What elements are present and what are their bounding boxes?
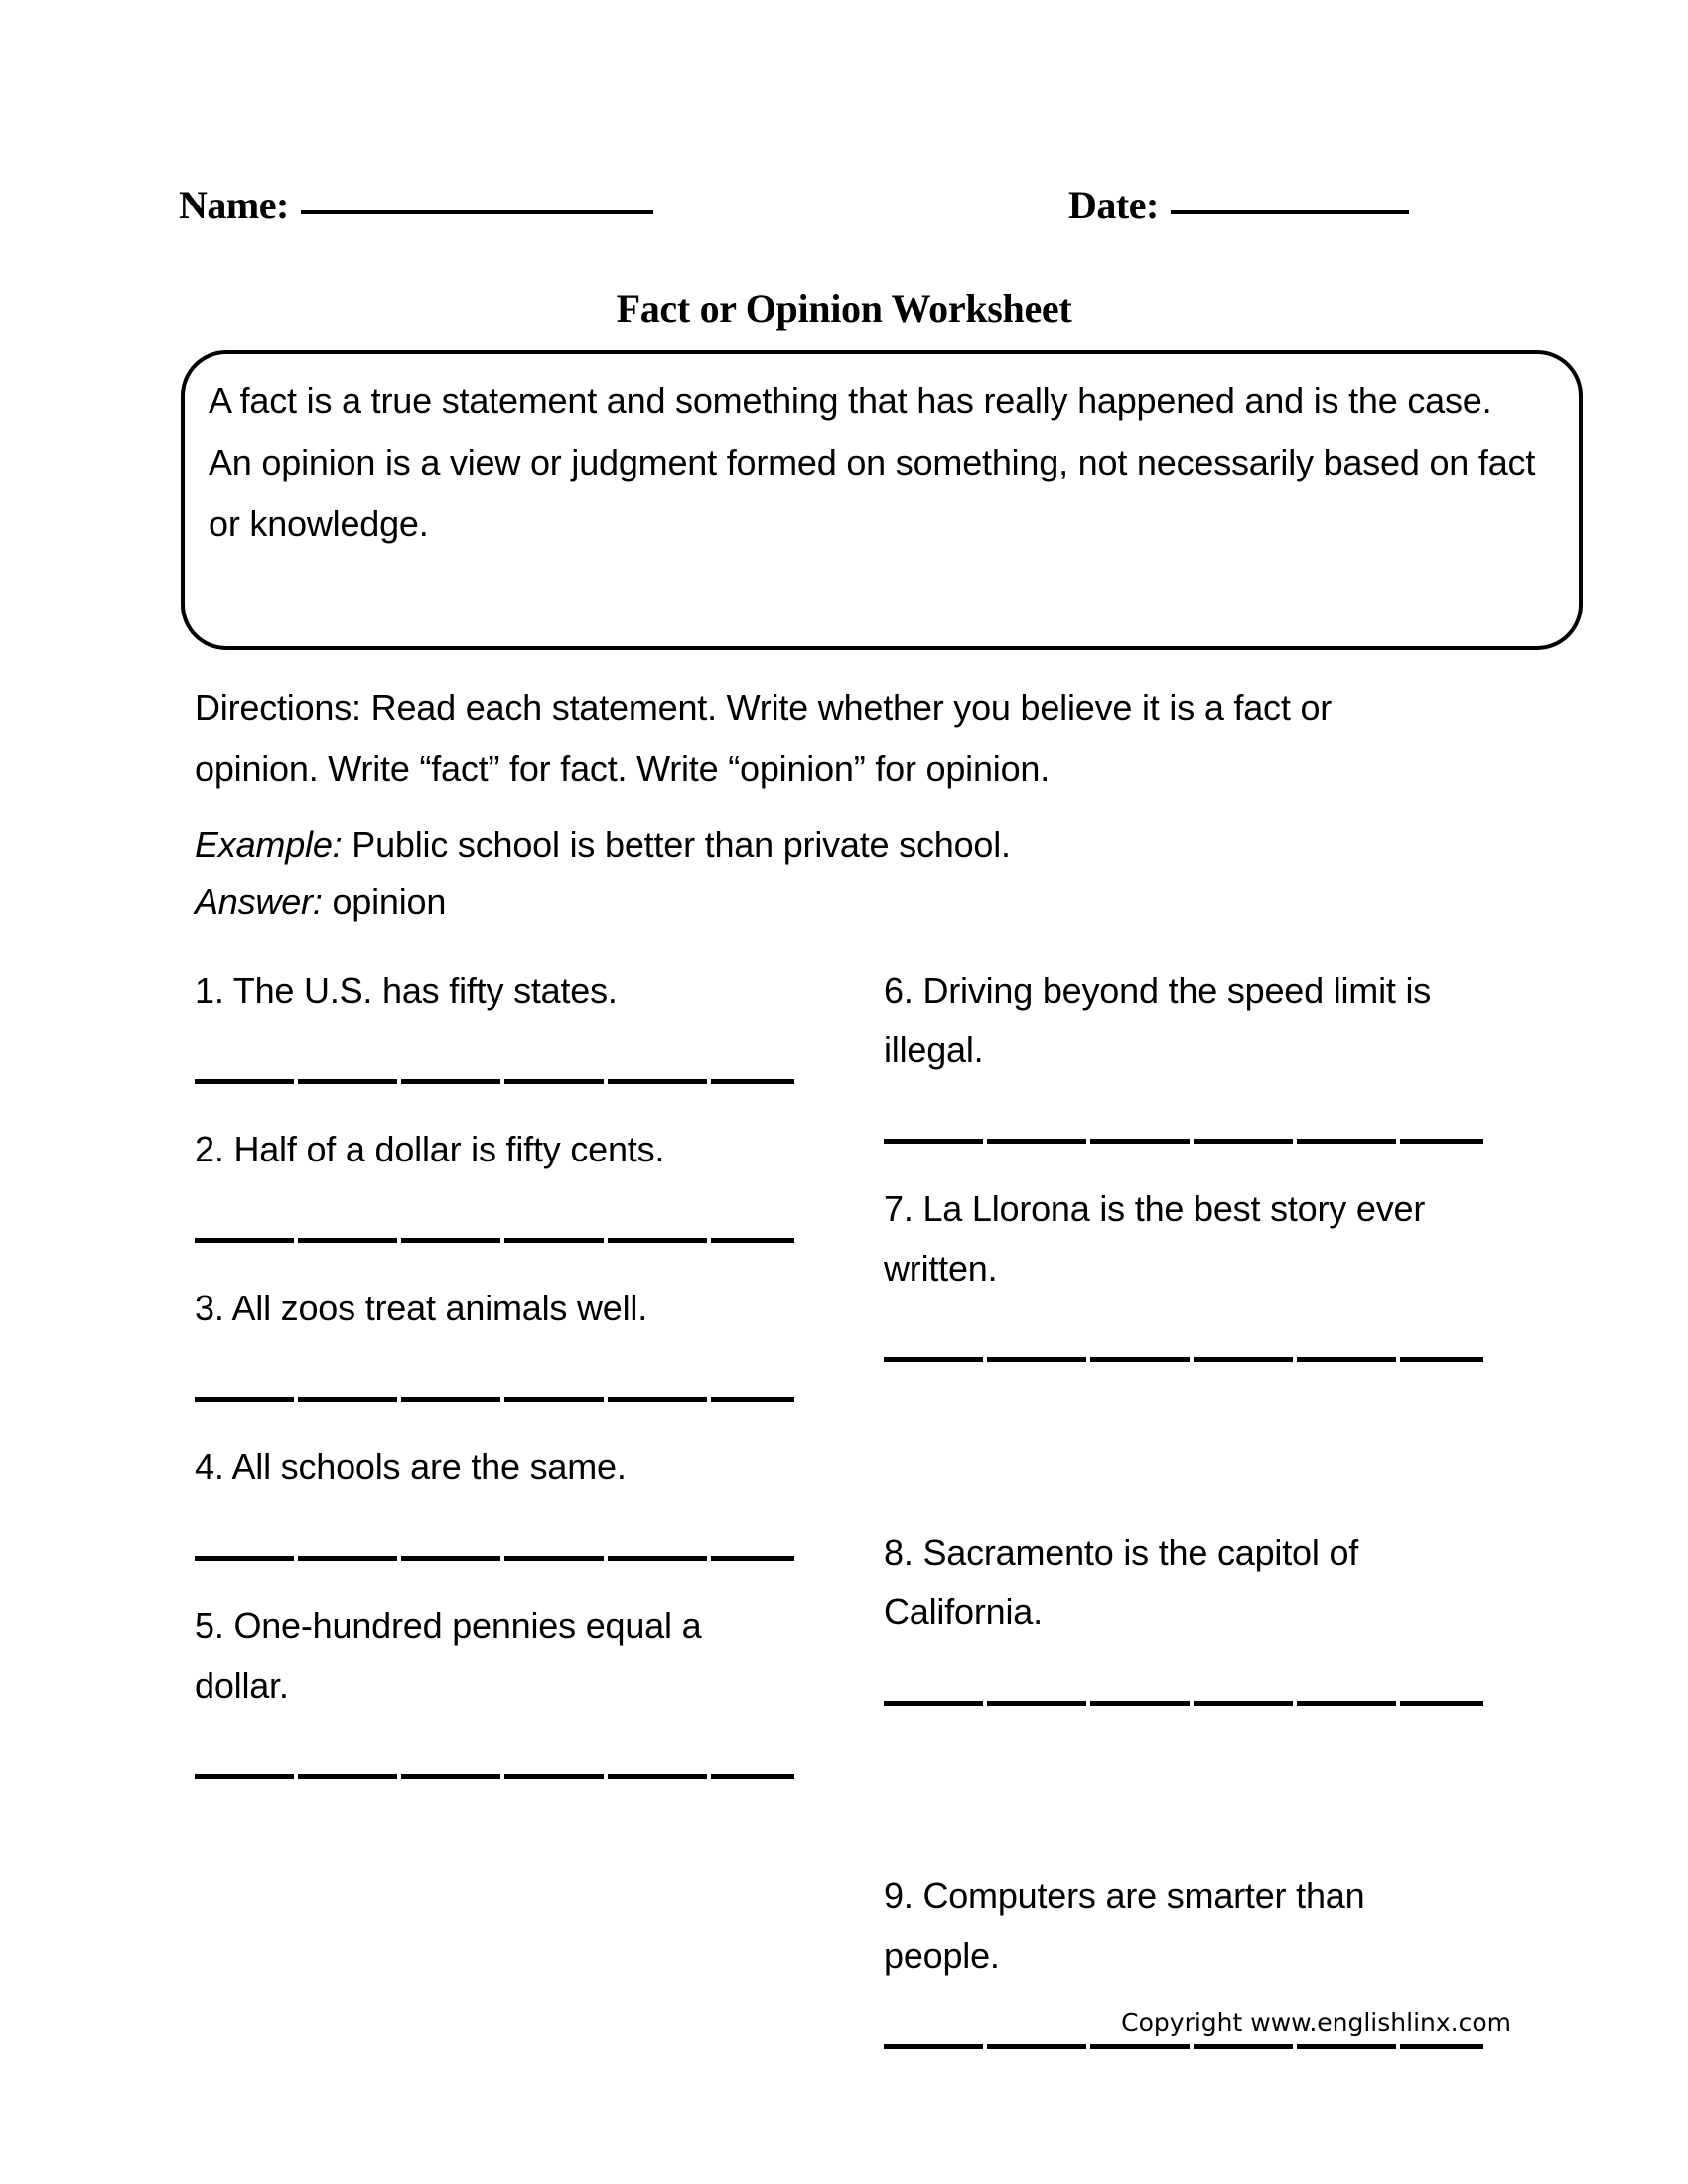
question-number-9: 9. [884, 1875, 914, 1916]
answer-blank-5[interactable] [195, 1773, 794, 1779]
question-number-8: 8. [884, 1532, 914, 1572]
name-blank-line[interactable] [301, 210, 653, 214]
answer-blank-7[interactable] [884, 1356, 1483, 1362]
directions-text: Directions: Read each statement. Write whether you believe it is a fact or opinion. Write “fact” for fact. Write “opinion” for opinion. [195, 687, 1333, 789]
question-body-4: All schools are the same. [231, 1446, 627, 1487]
answer-blank-3[interactable] [195, 1396, 794, 1402]
example-label: Example: [195, 824, 343, 865]
question-text-8 [884, 1523, 1489, 1642]
answer-blank-8[interactable] [884, 1700, 1483, 1706]
question-text-3 [195, 1279, 800, 1338]
copyright-notice: Copyright www.englishlinx.com [1121, 2008, 1511, 2037]
question-item-1 [195, 961, 800, 1021]
question-text-5 [195, 1596, 800, 1715]
page-title: Fact or Opinion Worksheet [616, 286, 1072, 331]
question-item-2 [195, 1120, 800, 1179]
question-body-1: The U.S. has fifty states. [232, 970, 618, 1011]
date-blank-line[interactable] [1171, 210, 1409, 214]
question-body-5: One-hundred pennies equal a dollar. [195, 1605, 702, 1706]
question-text-1 [195, 961, 800, 1021]
answer-label: Answer: [195, 882, 323, 922]
answer-blank-9[interactable] [884, 2043, 1483, 2049]
question-number-7: 7. [884, 1188, 914, 1229]
question-text-9 [884, 1866, 1489, 1985]
question-number-6: 6. [884, 970, 914, 1011]
question-item-3 [195, 1279, 800, 1338]
question-body-9: Computers are smarter than people. [884, 1875, 1365, 1976]
question-number-4: 4. [195, 1446, 224, 1487]
question-text-2 [195, 1120, 800, 1179]
question-number-3: 3. [195, 1288, 224, 1328]
example-row [195, 816, 1011, 874]
question-number-1: 1. [195, 970, 224, 1011]
question-body-7: La Llorona is the best story ever written. [884, 1188, 1426, 1289]
answer-row [195, 874, 446, 931]
date-label: Date: [1068, 183, 1159, 227]
answer-value: opinion [332, 882, 447, 922]
definition-box-content [209, 370, 1539, 555]
question-body-2: Half of a dollar is fifty cents. [233, 1129, 665, 1169]
answer-blank-6[interactable] [884, 1138, 1483, 1144]
question-item-9 [884, 1866, 1489, 1985]
fact-definition: A fact is a true statement and something that has really happened and is the case. [209, 380, 1492, 421]
header-row [179, 184, 1549, 243]
question-item-6 [884, 961, 1489, 1080]
definition-box [181, 350, 1583, 650]
question-body-6: Driving beyond the speed limit is illegal. [884, 970, 1432, 1070]
question-number-2: 2. [195, 1129, 224, 1169]
question-item-7 [884, 1179, 1489, 1298]
name-label: Name: [179, 183, 289, 227]
question-text-7 [884, 1179, 1489, 1298]
answer-blank-2[interactable] [195, 1237, 794, 1243]
date-field-group [1068, 184, 1409, 227]
example-statement: Public school is better than private school. [352, 824, 1011, 865]
question-body-3: All zoos treat animals well. [231, 1288, 648, 1328]
question-text-4 [195, 1437, 800, 1497]
question-text-6 [884, 961, 1489, 1080]
question-item-8 [884, 1523, 1489, 1642]
answer-blank-4[interactable] [195, 1555, 794, 1561]
opinion-definition: An opinion is a view or judgment formed on something, not necessarily based on fact or knowledge. [209, 442, 1536, 544]
name-field-group [179, 184, 653, 227]
question-number-5: 5. [195, 1605, 224, 1646]
question-item-4 [195, 1437, 800, 1497]
question-item-5 [195, 1596, 800, 1715]
question-body-8: Sacramento is the capitol of California. [884, 1532, 1359, 1632]
answer-blank-1[interactable] [195, 1078, 794, 1084]
